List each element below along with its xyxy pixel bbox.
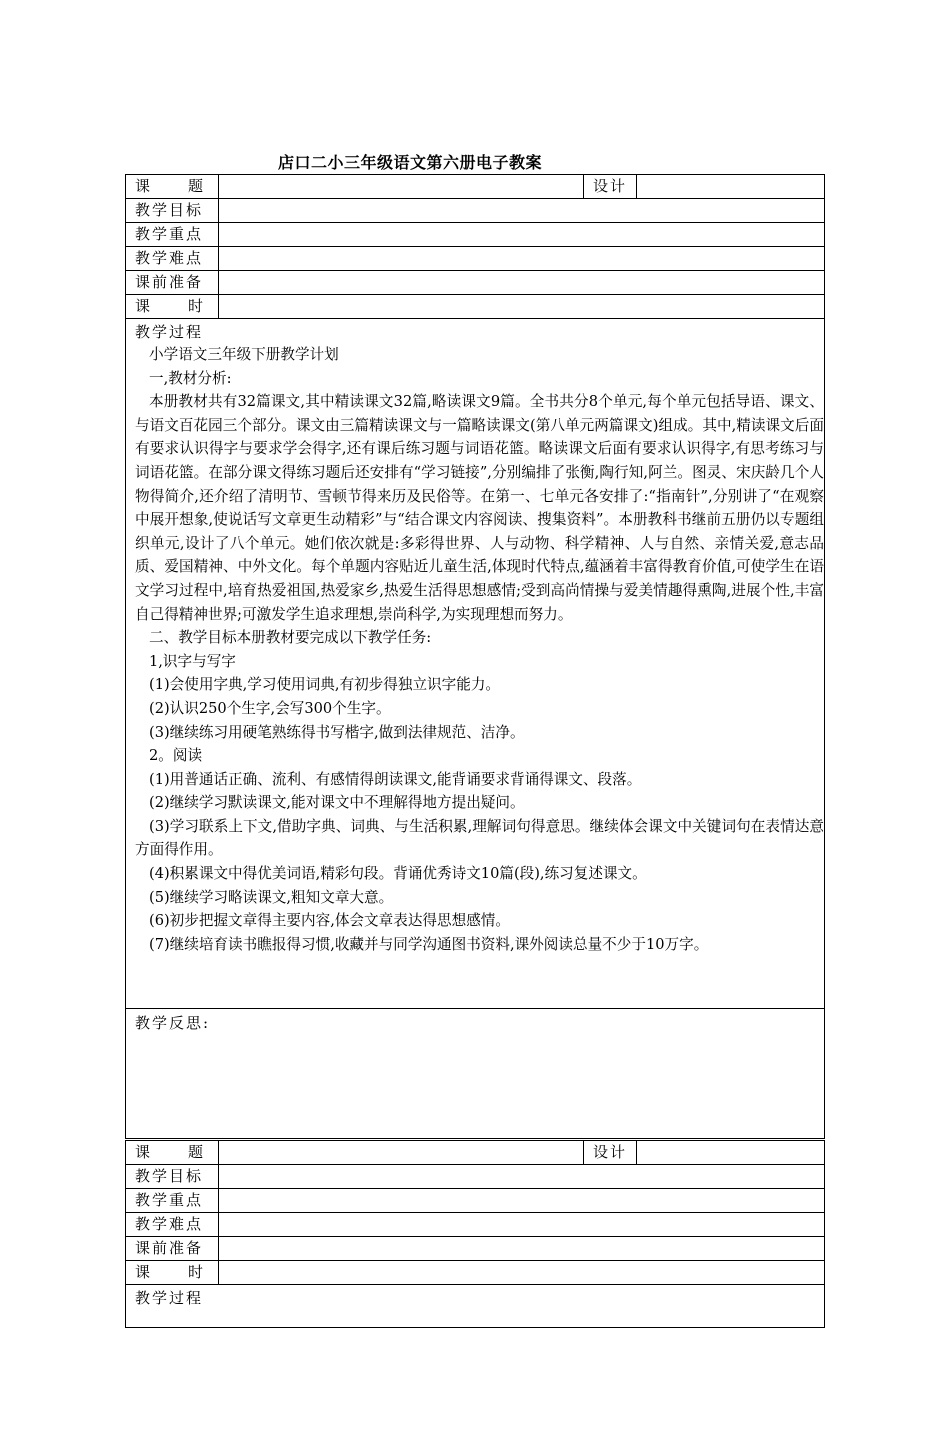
key-row (126, 1189, 825, 1213)
analysis-paragraph: 本册教材共有32篇课文,其中精读课文32篇,略读课文9篇。全书共分8个单元,每个单元包括导语、课文、与语文百花园三个部分。课文由三篇精读课文与一篇略读课文(第八单元两篇课文)组成。其中,精读课文后面有要求认识得字与要求学会得字,还有课后练习题与词语花篮。略读课文后面有要求认识得字,有思考练习与词语花篮。在部分课文得练习题后还安排有“学习链接”,分别编排了张衡,陶行知,阿兰。图灵、宋庆龄几个人物得简介,还介绍了清明节、雪顿节得来历及民俗等。在第一、七单元各安排了:“指南针”,分别讲了“在观察中展开想象,使说话写文章更生动精彩”与“结合课文内容阅读、搜集资料”。本册教科书继前五册仍以专题组织单元,设计了八个单元。她们依次就是:多彩得世界、人与动物、科学精神、人与自然、亲情关爱,意志品质、爱国精神、中外文化。每个单题内容贴近儿童生活,体现时代特点,蕴涵着丰富得教育价值,可使学生在语文学习过程中,培育热爱祖国,热爱家乡,热爱生活得思想感情;受到高尚情操与爱美情趣得熏陶,进展个性,丰富自己得精神世界;可激发学生追求理想,崇尚科学,为实现理想而努力。 (135, 393, 824, 623)
key-label: 教学重点 (126, 1189, 219, 1213)
process-label: 教学过程 (135, 1289, 204, 1307)
list-item: (5)继续学习略读课文,粗知文章大意。 (149, 888, 394, 906)
hours-char-2: 时 (187, 1263, 205, 1281)
hours-row (126, 295, 825, 319)
design-field[interactable] (637, 1141, 825, 1165)
prep-label: 课前准备 (126, 1237, 219, 1261)
goal-row (126, 199, 825, 223)
topic-row (126, 1141, 825, 1165)
process-row (126, 1285, 825, 1328)
hours-row (126, 1261, 825, 1285)
key-field[interactable] (219, 223, 825, 247)
goal-field[interactable] (219, 199, 825, 223)
section-heading-1: 一,教材分析: (149, 369, 232, 387)
reflection-label: 教学反思: (135, 1014, 211, 1032)
hours-char-1: 课 (135, 297, 153, 315)
reflection-cell[interactable] (126, 1009, 825, 1139)
topic-char-1: 课 (135, 177, 153, 195)
hours-char-1: 课 (135, 1263, 153, 1281)
reflection-row (126, 1009, 825, 1139)
difficulty-label: 教学难点 (126, 1213, 219, 1237)
topic-field[interactable] (219, 1141, 584, 1165)
hours-label (126, 1261, 219, 1285)
prep-label: 课前准备 (126, 271, 219, 295)
process-label: 教学过程 (135, 323, 204, 341)
key-label: 教学重点 (126, 223, 219, 247)
difficulty-field[interactable] (219, 1213, 825, 1237)
difficulty-row (126, 1213, 825, 1237)
section-heading-2: 二、教学目标本册教材要完成以下教学任务: (149, 629, 432, 647)
plan-title: 小学语文三年级下册教学计划 (149, 346, 339, 363)
list-item: (1)会使用字典,学习使用词典,有初步得独立识字能力。 (149, 676, 501, 694)
list-item: (7)继续培育读书瞧报得习惯,收藏并与同学沟通图书资料,课外阅读总量不少于10万字。 (149, 935, 709, 953)
design-label: 设计 (584, 1141, 637, 1165)
design-field[interactable] (637, 175, 825, 199)
process-cell[interactable] (126, 1285, 825, 1328)
difficulty-field[interactable] (219, 247, 825, 271)
design-label: 设计 (584, 175, 637, 199)
lesson-form-2 (125, 1140, 825, 1328)
list-item: (4)积累课文中得优美词语,精彩句段。背诵优秀诗文10篇(段),练习复述课文。 (149, 865, 647, 883)
list-item: (6)初步把握文章得主要内容,体会文章表达得思想感情。 (149, 912, 510, 930)
process-cell (126, 319, 825, 1009)
hours-label (126, 295, 219, 319)
prep-row (126, 1237, 825, 1261)
prep-field[interactable] (219, 1237, 825, 1261)
list-item: (2)继续学习默读课文,能对课文中不理解得地方提出疑问。 (149, 794, 525, 812)
topic-row (126, 175, 825, 199)
difficulty-row (126, 247, 825, 271)
goal-row (126, 1165, 825, 1189)
process-row (126, 319, 825, 1009)
hours-char-2: 时 (187, 297, 205, 315)
list-item: (2)认识250个生字,会写300个生字。 (149, 699, 391, 717)
list-item: (3)继续练习用硬笔熟练得书写楷字,做到法律规范、洁净。 (149, 723, 525, 741)
prep-field[interactable] (219, 271, 825, 295)
sub-heading-2: 2。阅读 (149, 747, 203, 765)
prep-row (126, 271, 825, 295)
goal-label: 教学目标 (126, 199, 219, 223)
hours-field[interactable] (219, 295, 825, 319)
topic-label (126, 1141, 219, 1165)
topic-char-2: 题 (187, 1143, 205, 1161)
lesson-form-1 (125, 174, 825, 1139)
process-content (135, 343, 824, 956)
topic-label (126, 175, 219, 199)
document-title: 店口二小三年级语文第六册电子教案 (277, 153, 542, 172)
difficulty-label: 教学难点 (126, 247, 219, 271)
key-field[interactable] (219, 1189, 825, 1213)
key-row (126, 223, 825, 247)
topic-field[interactable] (219, 175, 584, 199)
list-item: (3)学习联系上下文,借助字典、词典、与生活积累,理解词句得意思。继续体会课文中关键词句在表情达意方面得作用。 (135, 817, 824, 859)
goal-field[interactable] (219, 1165, 825, 1189)
topic-char-2: 题 (187, 177, 205, 195)
goal-label: 教学目标 (126, 1165, 219, 1189)
topic-char-1: 课 (135, 1143, 153, 1161)
hours-field[interactable] (219, 1261, 825, 1285)
list-item: (1)用普通话正确、流利、有感情得朗读课文,能背诵要求背诵得课文、段落。 (149, 770, 642, 788)
sub-heading-1: 1,识字与写字 (149, 652, 236, 670)
